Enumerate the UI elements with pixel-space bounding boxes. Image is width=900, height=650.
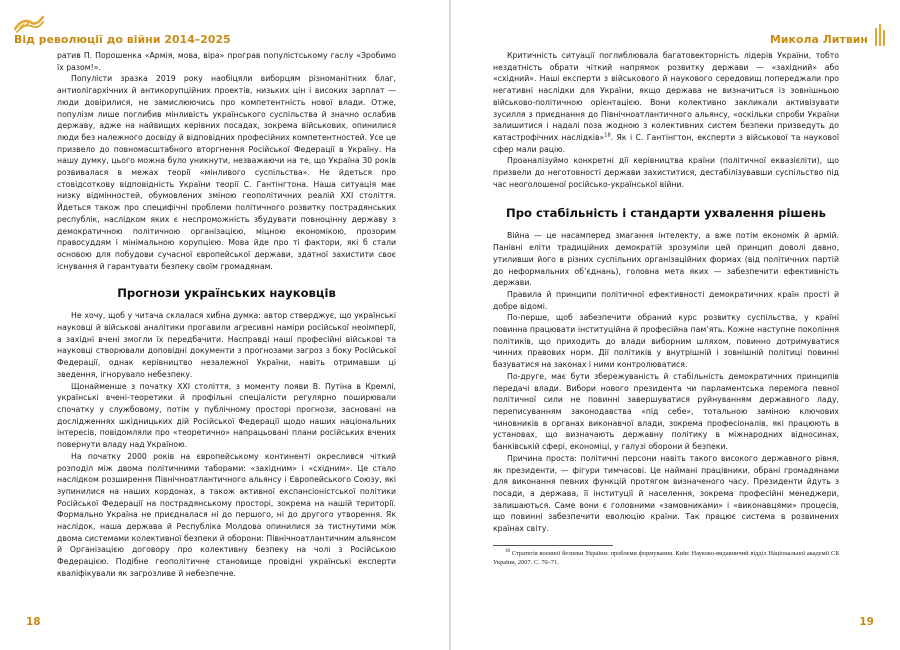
- paragraph: Не хочу, щоб у читача склалася хибна думка: автор стверджує, що українські науковці й військові аналітики прогавили агресивні наміри російської неоімперії, а західні вчені змогли їх передбачити. Насправді наші професійні військові та науковці створювали доповідні документи з прогнозами загроз з боку Російської Федерації, однак керівництво незалежної України, навіть отримавши ці зведення, ігнорувало небезпеку.: [57, 311, 396, 379]
- running-header-author: Микола Литвин: [770, 33, 868, 46]
- section-heading: Прогнози українських науковців: [117, 286, 336, 301]
- left-page: [0, 0, 449, 650]
- paragraph: По-перше, щоб забезпечити обраний курс розвитку суспільства, у країні повинна працювати інституційна й професійна пам’ять. Кожне наступне покоління політиків, що приходить до влади виборним шляхом, повинно дотримуватися чинних правових норм. Дії політиків у внутрішній і зовнішній політиці повинні базуватися на законах і ними контролюватися.: [493, 313, 839, 370]
- page-number: 18: [26, 616, 41, 628]
- footnote-reference[interactable]: 18: [604, 132, 611, 139]
- page-number: 19: [859, 616, 874, 628]
- lead-paragraph: ратив П. Порошенка «Армія, мова, віра» програв популістському гаслу «Зробимо їх разом!».: [57, 51, 396, 72]
- brush-stroke-flag-icon: [14, 15, 44, 33]
- left-header: [14, 6, 434, 46]
- right-body: [493, 50, 839, 567]
- paragraph: Правила й принципи політичної ефективності демократичних країн прості й добре відомі.: [493, 289, 839, 311]
- section-heading: Про стабільність і стандарти ухвалення рішень: [506, 206, 826, 221]
- paragraph: На початку 2000 років на європейському континенті окреслився чіткий розподіл між двома політичними таборами: «західним» і «східним». Це стало наслідком розширення Північноатлантичного альянсу і Європейського Союзу, які зупинилися на наших кордонах, а також активної експансіоністської політики Російської Федерації на пострадянському просторі, зокрема на нашій території. Формально Україна не приєдналася ні до першого, ні до другого утворення. Як наслідок, наша держава й Республіка Молдова опинилися за тистнутими між двома системами колективної безпеки й оборони: Північноатлантичним альянсом й Організацією договору про колективну безпеку на чолі з Російською Федерацією. Подібне геополітичне становище провідні українські експерти кваліфікували як загрозливе й небезпечне.: [57, 451, 396, 578]
- paragraph-text: Критичність ситуації поглиблювала багатовекторність лідерів України, тобто нездатність обрати чіткий напрямок розвитку держави — «західний» або «східний». Наші експерти з військового й наукового середовищ попереджали про негативні наслідки для України, якщо держава не визначиться із зовнішньою військово-політичною орієнтацією. Вони колективно закликали активізувати зусилля з приєднання до Північноатлантичного альянсу, «оскільки спроби України залишитися і надалі поза жодною з колективних систем безпеки призведуть до катастрофічних наслідків»: [493, 51, 839, 142]
- paragraph: Проаналізуймо конкретні дії керівництва країни (політичної еквазієліти), що призвели до неготовності держави захиститися, дестабілізувавши суспільство під час неоголошеної російсько-української війни.: [493, 156, 839, 189]
- footnote-text: Стратегія воєнної безпеки України: проблеми формування. Київ: Науково-видавничий відділ Національної академії СБ України, 2007. С. 70–71.: [493, 549, 839, 566]
- paragraph: Причина проста: політичні персони навіть такого високого державного рівня, як президенти, — фігури тимчасові. Це наймані працівники, обрані громадянами для виконання певних функцій протягом визначеного часу. Президенти йдуть з посади, а держава, її інституції й населення, зокрема професійні менеджери, залишаються. Саме вони є головними «замовниками» і «виконавцями» процесів, що повинні забезпечити еволюцію країни. Так працює система в розвинених країнах світу.: [493, 453, 839, 534]
- running-header-title: Від революції до війни 2014–2025: [14, 33, 231, 46]
- footnote: [493, 549, 839, 567]
- paragraph: Популісти зразка 2019 року наобіцяли виборцям різноманітних благ, антиолігархічних й антикорупційних проектів, низьких цін і високих зарплат — люди довірилися, не замислюючись про компетентність нової влади. Отже, популізм лише поглибив мінливість українського суспільства й значно ослабив державу, адже на найвищих керівних посадах, зокрема військових, опинилися люди без належного досвіду й відповідних професійних компетентностей. Усе це призвело до повномасштабного вторгнення Російської Федерації в Україну. На нашу думку, цього можна було уникнути, незважаючи на те, що Україна 30 років розвивалася в межах теорії «мінливого суспільства». Не йдеться про стовідсоткову відповідність України теорії С. Гантінгтона. Наша ситуація має низку відмінностей, обумовлених зміною геополітичних реалій XXI століття. Йдеться також про специфічні проблеми політичного розвитку пострадянських республік, наслідком яких є неспроможність збудувати повноцінну державу з демократичною політичною організацією, міцною економікою, прозорим правосуддям і мінімальною корупцією. Мова йде про ті фактори, які б стали основою для побудови сучасної європейської держави, здатної захистити своє існування й гарантувати безпеку своїм громадянам.: [57, 74, 396, 271]
- right-header: [466, 6, 886, 46]
- left-body: [57, 50, 396, 580]
- paragraph: [493, 50, 839, 155]
- paragraph: По-друге, має бути збережуваність й стабільність демократичних принципів передачі влади. Вибори нового президента чи парламентська перемога певної політичної сили не повинні завершуватися руйнуванням державного ладу, переписуванням законодавства «під себе», тотальною заміною ключових чиновників в органах виконавчої влади, зокрема професіоналів, які працюють в установах, що визначають державну політику в міжнародних відносинах, банківській сфері, економіці, у галузі оборони й безпеки.: [493, 371, 839, 452]
- paragraph: Війна — це насамперед змагання інтелекту, а вже потім економік й армій. Панівні еліти традиційних демократій зрозуміли цей принцип доволі давно, утиливши його в різних суспільних організаційних формах (від політичних партій до неформальних об’єднань), головна мета яких — забезпечити ефективність держави.: [493, 231, 839, 288]
- paragraph-text: . Як і С. Гантінгтон, експерти з військової та наукової сфер мали рацію.: [493, 132, 840, 154]
- vertical-bars-icon: [874, 24, 886, 46]
- paragraph: Щонайменше з початку XXI століття, з моменту появи В. Путіна в Кремлі, українські вчені-теоретики й профільні спеціалісти регулярно поширювали спочатку у службовому, потім у публічному просторі прогнози, засновані на дослідженнях шкідницьких дій Російської Федерації щодо наших національних інтересів, повідомляли про «теоретично» напрацьовані плани російських вчених повернути владу над Україною.: [57, 381, 396, 450]
- footnote-number: 18: [505, 548, 510, 554]
- right-page: [451, 0, 900, 650]
